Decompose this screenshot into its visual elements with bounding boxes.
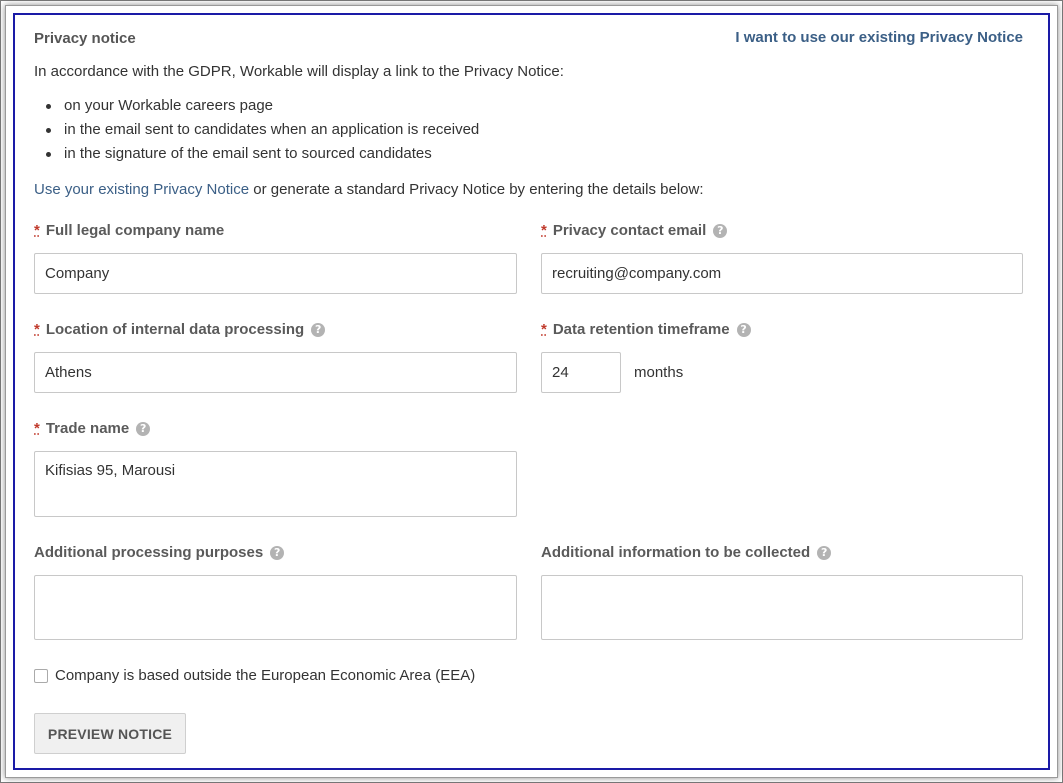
contact-email-label: * Privacy contact email ? [541,222,727,239]
processing-purposes-label: Additional processing purposes ? [34,544,284,561]
processing-purposes-textarea[interactable] [34,575,517,640]
required-marker: * [34,222,40,239]
display-locations-list [34,97,479,169]
additional-info-textarea[interactable] [541,575,1023,640]
list-item: in the signature of the email sent to sourced candidates [34,145,479,169]
preview-notice-button[interactable]: PREVIEW NOTICE [34,713,186,754]
location-input[interactable] [34,352,517,393]
question-circle-icon[interactable]: ? [136,422,150,436]
location-label: * Location of internal data processing ? [34,321,325,338]
list-item: in the email sent to candidates when an application is received [34,121,479,145]
required-marker: * [34,321,40,338]
question-circle-icon[interactable]: ? [737,323,751,337]
question-circle-icon[interactable]: ? [713,224,727,238]
trade-name-textarea[interactable] [34,451,517,517]
bullet-icon [46,128,51,133]
question-circle-icon[interactable]: ? [817,546,831,560]
generate-instructions: Use your existing Privacy Notice or generate a standard Privacy Notice by entering the details below: [34,181,704,198]
additional-info-label: Additional information to be collected ? [541,544,831,561]
outside-eea-label[interactable]: Company is based outside the European Economic Area (EEA) [55,667,476,684]
required-marker: * [34,420,40,437]
contact-email-input[interactable] [541,253,1023,294]
bullet-icon [46,152,51,157]
bullet-icon [46,104,51,109]
retention-label: * Data retention timeframe ? [541,321,751,338]
use-existing-inline-link[interactable]: Use your existing Privacy Notice [34,181,250,198]
company-name-label: * Full legal company name [34,222,225,239]
retention-input[interactable] [541,352,621,393]
use-existing-notice-link[interactable]: I want to use our existing Privacy Notice [735,29,1023,46]
section-title: Privacy notice [34,30,136,47]
required-marker: * [541,321,547,338]
question-circle-icon[interactable]: ? [270,546,284,560]
intro-text: In accordance with the GDPR, Workable will display a link to the Privacy Notice: [34,63,564,80]
company-name-input[interactable] [34,253,517,294]
question-circle-icon[interactable]: ? [311,323,325,337]
list-item: on your Workable careers page [34,97,479,121]
required-marker: * [541,222,547,239]
outside-eea-checkbox[interactable] [34,669,48,683]
retention-unit: months [634,364,684,381]
trade-name-label: * Trade name ? [34,420,150,437]
